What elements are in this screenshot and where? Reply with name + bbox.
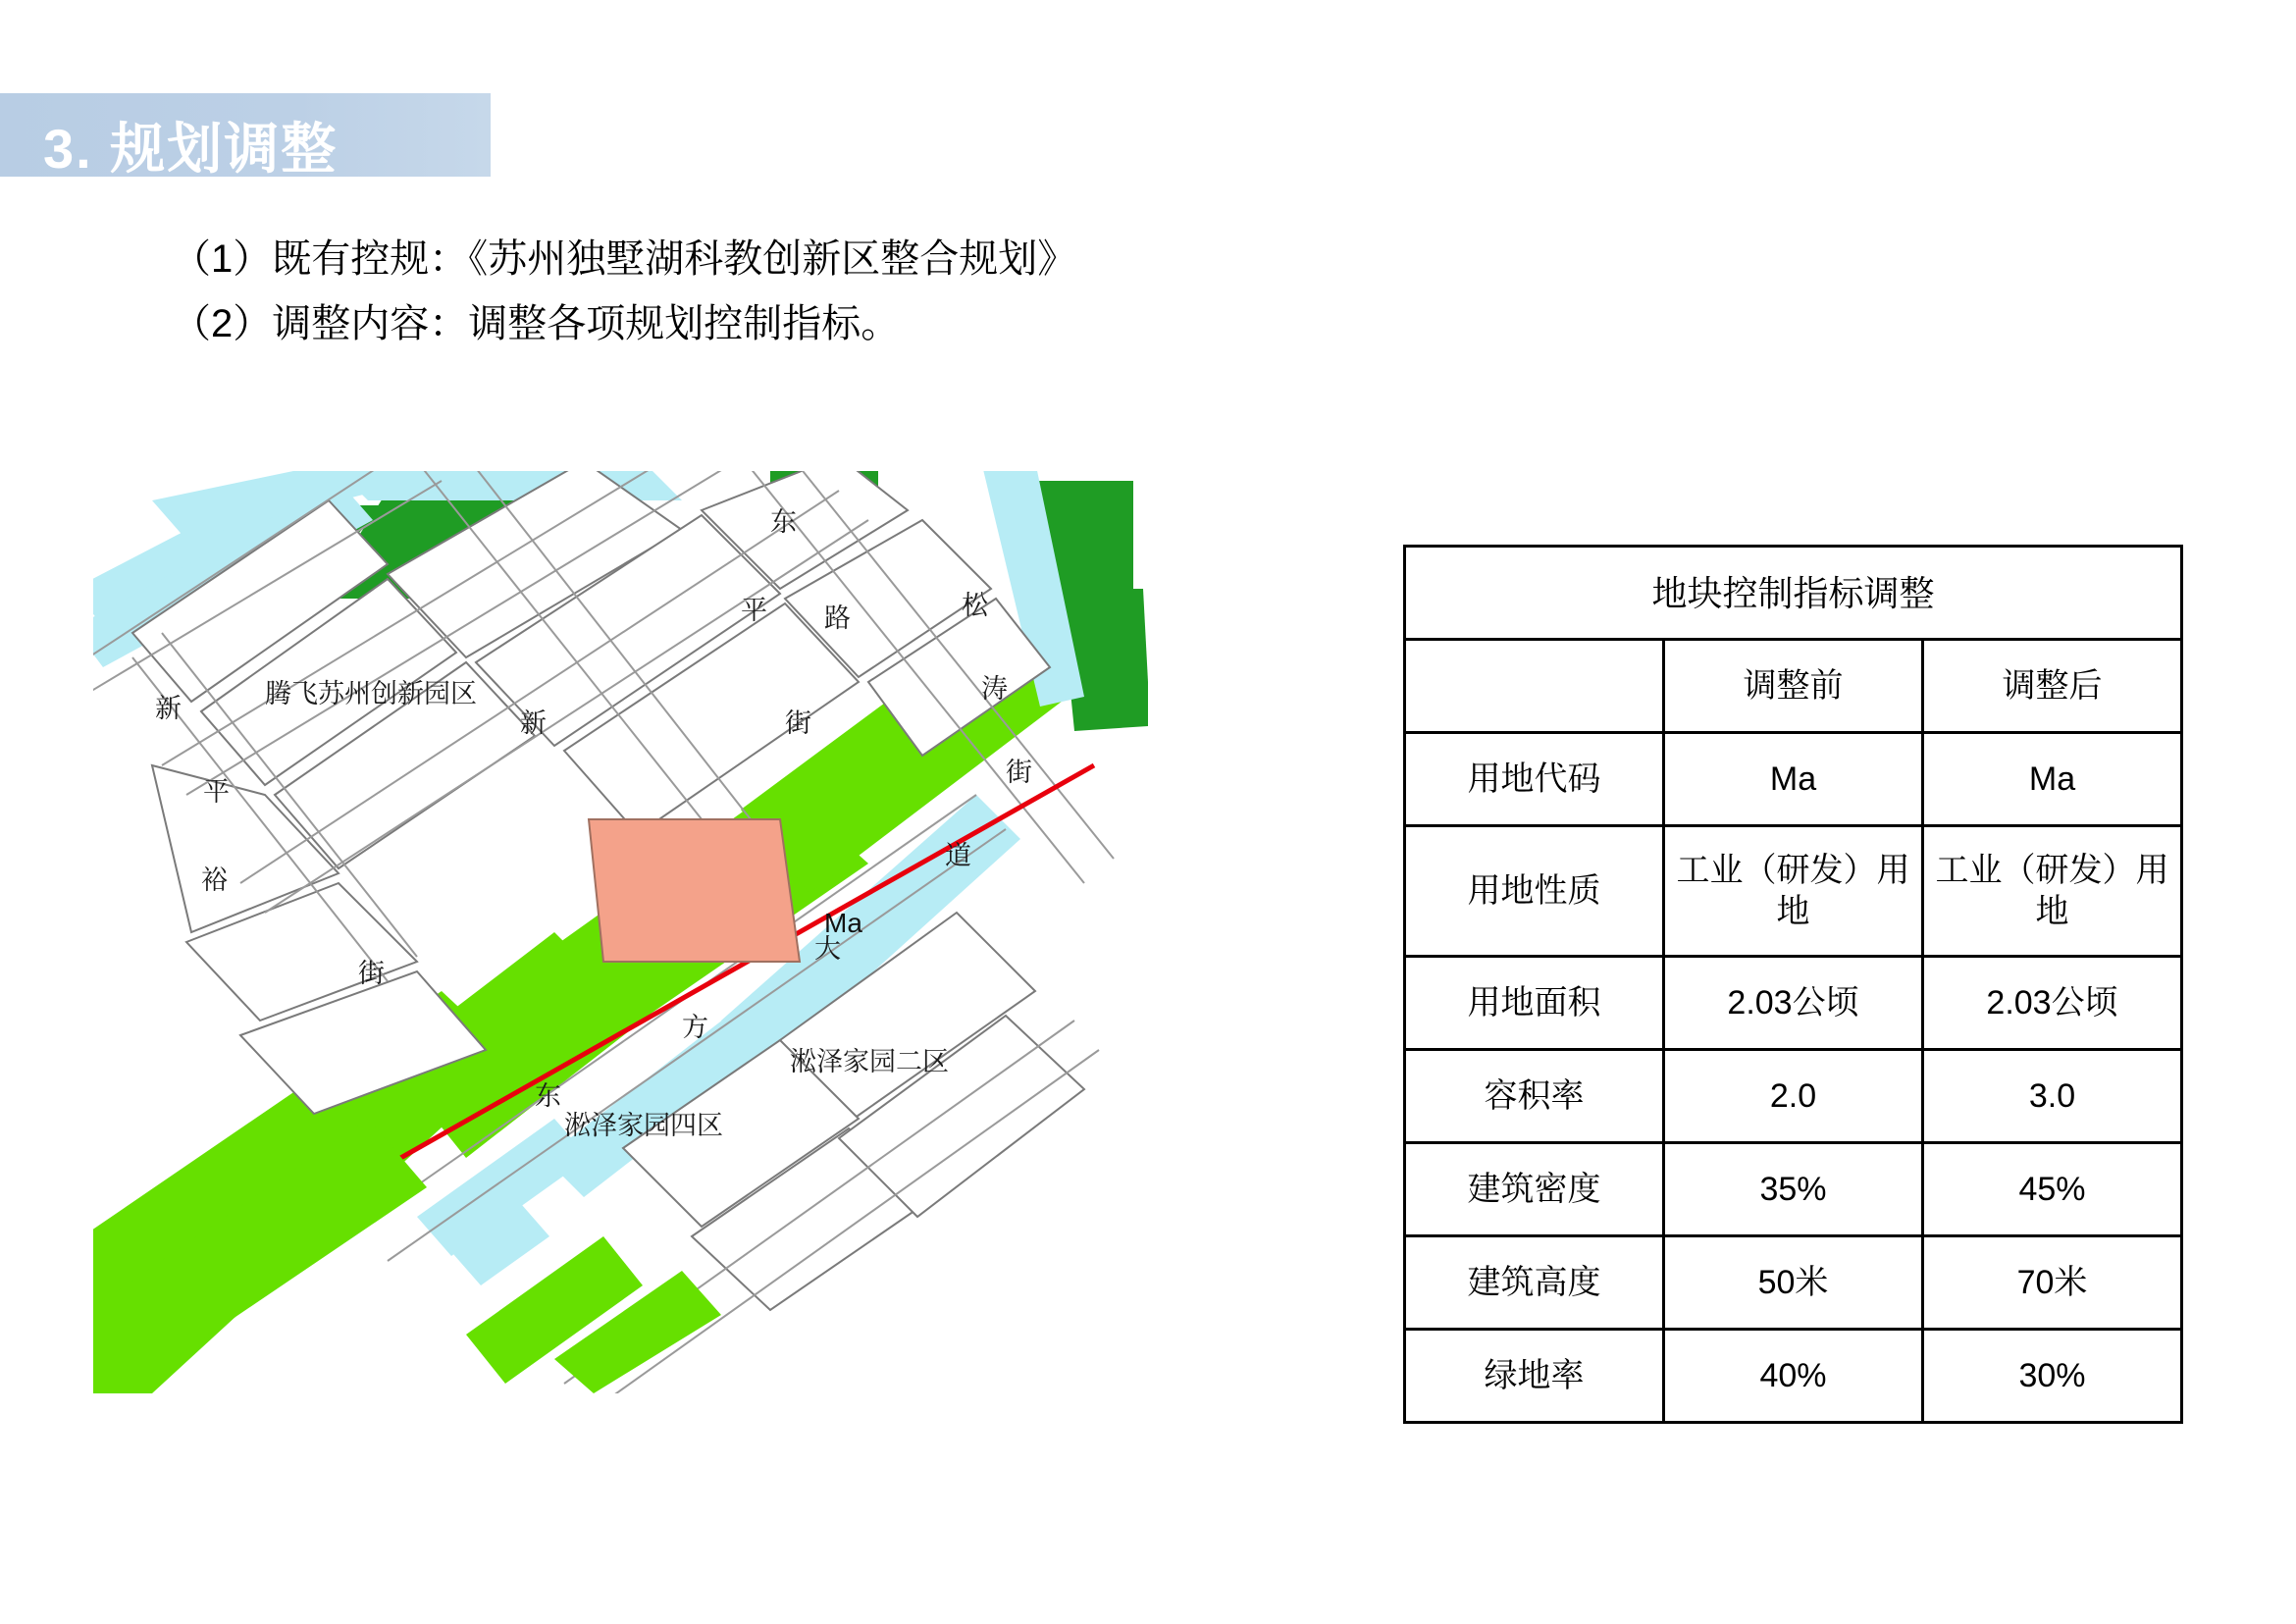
table-row bbox=[1405, 1330, 2182, 1423]
table-row bbox=[1405, 957, 2182, 1050]
row-label-green-ratio: 绿地率 bbox=[1405, 1330, 1664, 1423]
bullet-existing-plan: （1）既有控规：《苏州独墅湖科教创新区整合规划》 bbox=[172, 237, 1077, 281]
row-after-green-ratio: 30% bbox=[1923, 1330, 2182, 1423]
map-label-jie-mid: 街 bbox=[785, 708, 811, 738]
row-before-green-ratio: 40% bbox=[1664, 1330, 1923, 1423]
row-before-building-height: 50米 bbox=[1664, 1236, 1923, 1330]
map-label-jie-left: 街 bbox=[358, 959, 385, 988]
table-row bbox=[1405, 1236, 2182, 1330]
row-before-land-use: 工业（研发）用地 bbox=[1664, 826, 1923, 957]
parcel-code-label: Ma bbox=[824, 908, 862, 938]
row-before-building-density: 35% bbox=[1664, 1143, 1923, 1236]
row-label-land-use: 用地性质 bbox=[1405, 826, 1664, 957]
map-label-ping-top: 平 bbox=[741, 596, 767, 625]
map-label-songze-4: 淞泽家园四区 bbox=[564, 1111, 723, 1140]
row-label-land-area: 用地面积 bbox=[1405, 957, 1664, 1050]
table-col-head-blank bbox=[1405, 640, 1664, 733]
map-label-song: 松 bbox=[962, 591, 988, 620]
map-label-songze-2: 淞泽家园二区 bbox=[790, 1047, 949, 1076]
map-label-ping-left: 平 bbox=[203, 777, 230, 807]
row-before-far: 2.0 bbox=[1664, 1050, 1923, 1143]
map-label-tao: 涛 bbox=[981, 674, 1008, 704]
table-col-head-after: 调整后 bbox=[1923, 640, 2182, 733]
indicator-adjustment-table bbox=[1403, 545, 2183, 1424]
map-label-xin-mid: 新 bbox=[520, 708, 547, 738]
row-before-land-area: 2.03公顷 bbox=[1664, 957, 1923, 1050]
table-title: 地块控制指标调整 bbox=[1405, 547, 2182, 640]
row-after-building-density: 45% bbox=[1923, 1143, 2182, 1236]
table-row bbox=[1405, 733, 2182, 826]
row-before-land-code: Ma bbox=[1664, 733, 1923, 826]
row-label-far: 容积率 bbox=[1405, 1050, 1664, 1143]
map-label-jie-right: 街 bbox=[1006, 758, 1032, 787]
map-label-tengfei-park: 腾飞苏州创新园区 bbox=[265, 679, 477, 708]
row-after-land-code: Ma bbox=[1923, 733, 2182, 826]
bullet-adjustment-content: （2）调整内容：调整各项规划控制指标。 bbox=[172, 302, 901, 345]
row-after-land-use: 工业（研发）用地 bbox=[1923, 826, 2182, 957]
page-title: 3. 规划调整 bbox=[43, 118, 339, 180]
map-label-yu: 裕 bbox=[201, 865, 228, 895]
table-row bbox=[1405, 826, 2182, 957]
map-label-da: 大 bbox=[814, 934, 841, 964]
subject-parcel-Ma bbox=[589, 819, 800, 962]
row-label-building-height: 建筑高度 bbox=[1405, 1236, 1664, 1330]
row-after-building-height: 70米 bbox=[1923, 1236, 2182, 1330]
map-label-xin-left: 新 bbox=[155, 694, 182, 723]
table-col-head-before: 调整前 bbox=[1664, 640, 1923, 733]
row-label-land-code: 用地代码 bbox=[1405, 733, 1664, 826]
map-label-dong-top: 东 bbox=[770, 507, 797, 537]
map-label-dao: 道 bbox=[945, 841, 971, 870]
map-label-lu: 路 bbox=[824, 603, 851, 633]
row-after-land-area: 2.03公顷 bbox=[1923, 957, 2182, 1050]
map-label-fang: 方 bbox=[682, 1013, 708, 1042]
table-row bbox=[1405, 1143, 2182, 1236]
row-after-far: 3.0 bbox=[1923, 1050, 2182, 1143]
row-label-building-density: 建筑密度 bbox=[1405, 1143, 1664, 1236]
planning-map bbox=[93, 471, 1388, 1393]
map-label-dong-bottom: 东 bbox=[535, 1081, 561, 1111]
table-row bbox=[1405, 1050, 2182, 1143]
